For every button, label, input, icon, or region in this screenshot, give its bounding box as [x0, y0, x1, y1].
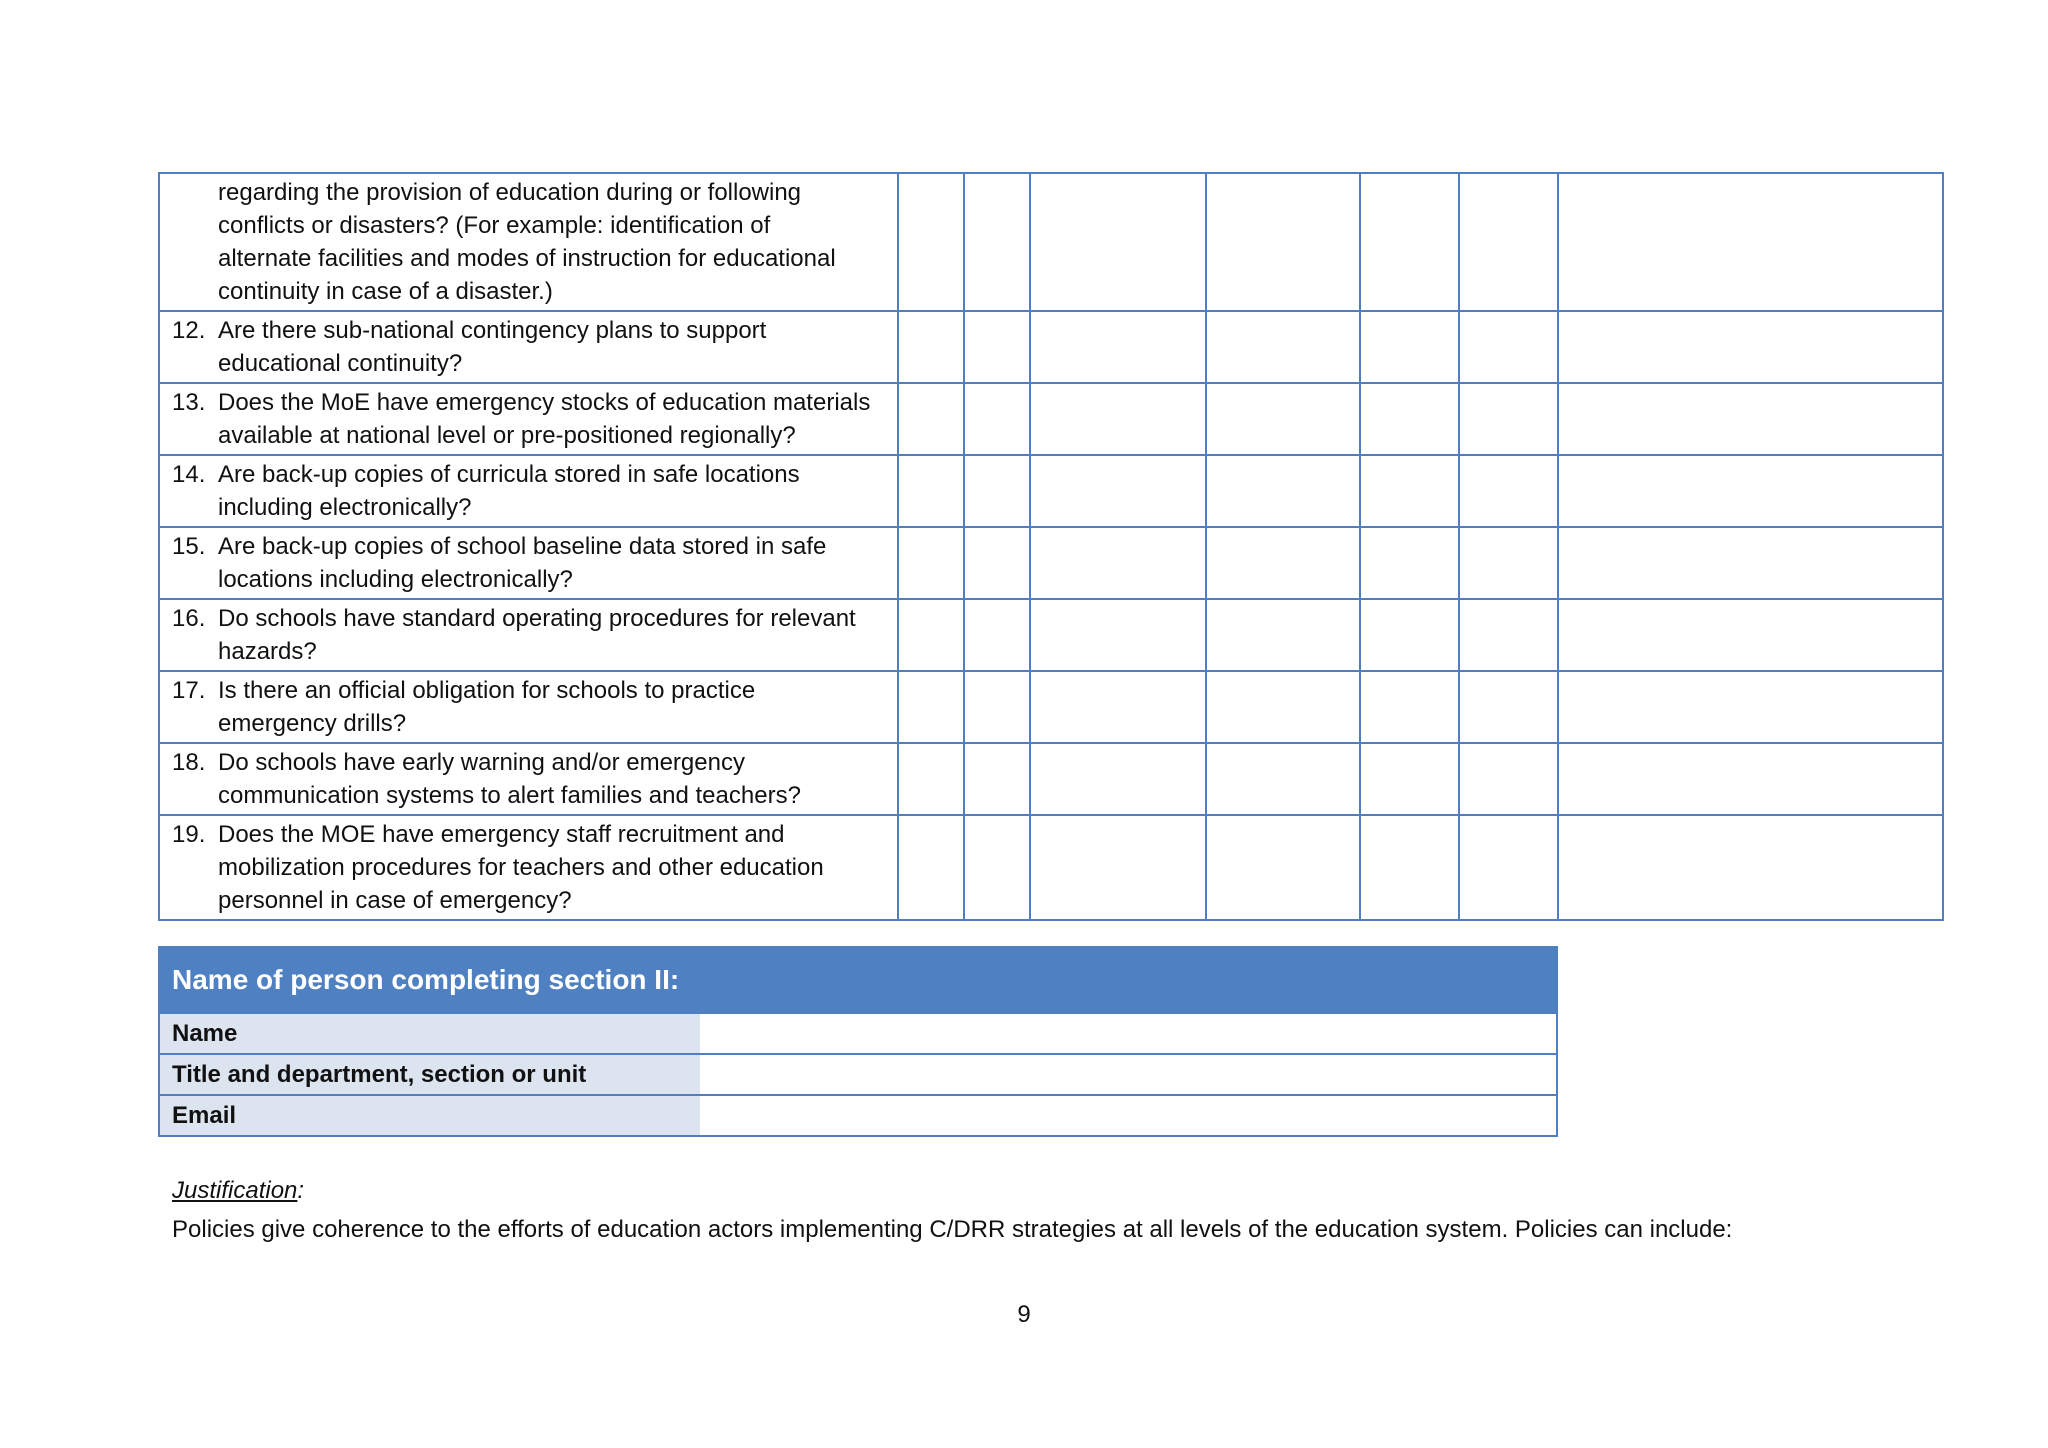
question-line — [172, 176, 887, 209]
answer-cell[interactable] — [1558, 671, 1943, 743]
answer-cell[interactable] — [964, 527, 1030, 599]
question-line — [172, 707, 887, 740]
question-number: 19. — [172, 821, 206, 848]
question-line — [172, 209, 887, 242]
person-label-email: Email — [159, 1095, 700, 1136]
question-text: hazards? — [218, 638, 317, 665]
answer-cell[interactable] — [1360, 671, 1459, 743]
question-text: Are back-up copies of school baseline data stored in safe — [218, 533, 827, 560]
answer-cell[interactable] — [1206, 383, 1360, 455]
answer-cell[interactable] — [1459, 815, 1558, 920]
question-text: including electronically? — [218, 494, 472, 521]
question-cell — [159, 311, 898, 383]
question-cell — [159, 743, 898, 815]
answer-cell[interactable] — [1030, 311, 1206, 383]
answer-cell[interactable] — [1360, 599, 1459, 671]
question-text: educational continuity? — [218, 350, 463, 377]
answer-cell[interactable] — [898, 173, 964, 311]
question-text: Do schools have standard operating procedures for relevant — [218, 605, 856, 632]
answer-cell[interactable] — [898, 599, 964, 671]
question-row — [159, 743, 1943, 815]
question-cell — [159, 671, 898, 743]
question-number: 14. — [172, 461, 206, 488]
question-line — [172, 491, 887, 524]
question-line — [172, 419, 887, 452]
answer-cell[interactable] — [964, 671, 1030, 743]
question-row — [159, 527, 1943, 599]
answer-cell[interactable] — [1360, 383, 1459, 455]
question-number: 17. — [172, 677, 206, 704]
question-row — [159, 173, 1943, 311]
question-text: available at national level or pre-positioned regionally? — [218, 422, 796, 449]
answer-cell[interactable] — [898, 383, 964, 455]
answer-cell[interactable] — [1360, 455, 1459, 527]
question-text: Is there an official obligation for schools to practice — [218, 677, 756, 704]
answer-cell[interactable] — [898, 311, 964, 383]
justification-heading-text: Justification — [172, 1177, 298, 1204]
answer-cell[interactable] — [898, 743, 964, 815]
person-row-email — [159, 1095, 1557, 1136]
person-title-field[interactable] — [700, 1054, 1557, 1095]
question-line — [172, 563, 887, 596]
answer-cell[interactable] — [1558, 311, 1943, 383]
question-cell — [159, 599, 898, 671]
question-text: mobilization procedures for teachers and other education — [218, 854, 824, 881]
person-label-name: Name — [159, 1013, 700, 1054]
question-line — [172, 884, 887, 917]
answer-cell[interactable] — [1206, 743, 1360, 815]
question-line — [172, 314, 887, 347]
answer-cell[interactable] — [898, 815, 964, 920]
question-line — [172, 779, 887, 812]
answer-cell[interactable] — [1558, 599, 1943, 671]
question-text: regarding the provision of education during or following — [218, 179, 802, 206]
answer-cell[interactable] — [1030, 815, 1206, 920]
question-number: 18. — [172, 749, 206, 776]
person-row-name — [159, 1013, 1557, 1054]
answer-cell[interactable] — [1558, 815, 1943, 920]
question-line — [172, 635, 887, 668]
answer-cell[interactable] — [1206, 455, 1360, 527]
answer-cell[interactable] — [898, 455, 964, 527]
question-cell — [159, 815, 898, 920]
question-text: alternate facilities and modes of instruction for educational — [218, 245, 836, 272]
answer-cell[interactable] — [1206, 311, 1360, 383]
question-line — [172, 347, 887, 380]
question-row — [159, 455, 1943, 527]
question-cell — [159, 455, 898, 527]
answer-cell[interactable] — [1459, 527, 1558, 599]
answer-cell[interactable] — [1206, 173, 1360, 311]
questions-table — [158, 172, 1944, 921]
question-cell — [159, 527, 898, 599]
question-text: Are there sub-national contingency plans to support — [218, 317, 767, 344]
question-text: conflicts or disasters? (For example: identification of — [218, 212, 771, 239]
question-number: 15. — [172, 533, 206, 560]
question-line — [172, 386, 887, 419]
question-line — [172, 674, 887, 707]
question-line — [172, 602, 887, 635]
answer-cell[interactable] — [1030, 743, 1206, 815]
question-cell — [159, 383, 898, 455]
person-label-title: Title and department, section or unit — [159, 1054, 700, 1095]
answer-cell[interactable] — [1030, 527, 1206, 599]
question-number: 13. — [172, 389, 206, 416]
answer-cell[interactable] — [1360, 743, 1459, 815]
question-text: Does the MOE have emergency staff recruitment and — [218, 821, 785, 848]
answer-cell[interactable] — [1459, 671, 1558, 743]
question-line — [172, 746, 887, 779]
answer-cell[interactable] — [898, 527, 964, 599]
answer-cell[interactable] — [964, 173, 1030, 311]
answer-cell[interactable] — [964, 455, 1030, 527]
question-line — [172, 458, 887, 491]
answer-cell[interactable] — [1030, 671, 1206, 743]
person-section-header: Name of person completing section II: — [159, 947, 1557, 1013]
answer-cell[interactable] — [1558, 527, 1943, 599]
answer-cell[interactable] — [964, 743, 1030, 815]
answer-cell[interactable] — [1558, 173, 1943, 311]
question-text: communication systems to alert families and teachers? — [218, 782, 801, 809]
question-line — [172, 818, 887, 851]
answer-cell[interactable] — [1030, 173, 1206, 311]
answer-cell[interactable] — [1206, 671, 1360, 743]
answer-cell[interactable] — [964, 815, 1030, 920]
answer-cell[interactable] — [1206, 599, 1360, 671]
question-line — [172, 851, 887, 884]
answer-cell[interactable] — [1360, 173, 1459, 311]
answer-cell[interactable] — [1360, 815, 1459, 920]
answer-cell[interactable] — [898, 671, 964, 743]
question-line — [172, 530, 887, 563]
answer-cell[interactable] — [1206, 527, 1360, 599]
question-number: 12. — [172, 317, 206, 344]
question-text: continuity in case of a disaster.) — [218, 278, 553, 305]
person-row-title — [159, 1054, 1557, 1095]
answer-cell[interactable] — [964, 311, 1030, 383]
answer-cell[interactable] — [1459, 599, 1558, 671]
question-text: locations including electronically? — [218, 566, 573, 593]
answer-cell[interactable] — [1459, 455, 1558, 527]
answer-cell[interactable] — [1030, 383, 1206, 455]
answer-cell[interactable] — [964, 599, 1030, 671]
question-number: 16. — [172, 605, 206, 632]
answer-cell[interactable] — [1030, 599, 1206, 671]
question-text: Do schools have early warning and/or emergency — [218, 749, 745, 776]
person-table — [158, 946, 1558, 1137]
question-row — [159, 815, 1943, 920]
question-line — [172, 275, 887, 308]
answer-cell[interactable] — [1558, 455, 1943, 527]
justification-heading — [172, 1177, 304, 1205]
questions-table-body — [159, 173, 1943, 920]
answer-cell[interactable] — [1459, 311, 1558, 383]
person-email-field[interactable] — [700, 1095, 1557, 1136]
question-row — [159, 311, 1943, 383]
answer-cell[interactable] — [1360, 527, 1459, 599]
answer-cell[interactable] — [1558, 743, 1943, 815]
question-row — [159, 599, 1943, 671]
answer-cell[interactable] — [1206, 815, 1360, 920]
page-number: 9 — [1017, 1301, 1031, 1328]
question-text: Does the MoE have emergency stocks of education materials — [218, 389, 871, 416]
question-cell — [159, 173, 898, 311]
justification-heading-colon: : — [297, 1177, 305, 1204]
question-text: Are back-up copies of curricula stored in safe locations — [218, 461, 800, 488]
answer-cell[interactable] — [1030, 455, 1206, 527]
question-row — [159, 383, 1943, 455]
justification-text: Policies give coherence to the efforts of education actors implementing C/DRR strategies at all levels of the education system. Policies can include: — [172, 1216, 1733, 1243]
answer-cell[interactable] — [1558, 383, 1943, 455]
answer-cell[interactable] — [1459, 383, 1558, 455]
question-row — [159, 671, 1943, 743]
answer-cell[interactable] — [1459, 743, 1558, 815]
answer-cell[interactable] — [1459, 173, 1558, 311]
answer-cell[interactable] — [1360, 311, 1459, 383]
question-line — [172, 242, 887, 275]
answer-cell[interactable] — [964, 383, 1030, 455]
person-name-field[interactable] — [700, 1013, 1557, 1054]
question-text: emergency drills? — [218, 710, 407, 737]
question-text: personnel in case of emergency? — [218, 887, 572, 914]
